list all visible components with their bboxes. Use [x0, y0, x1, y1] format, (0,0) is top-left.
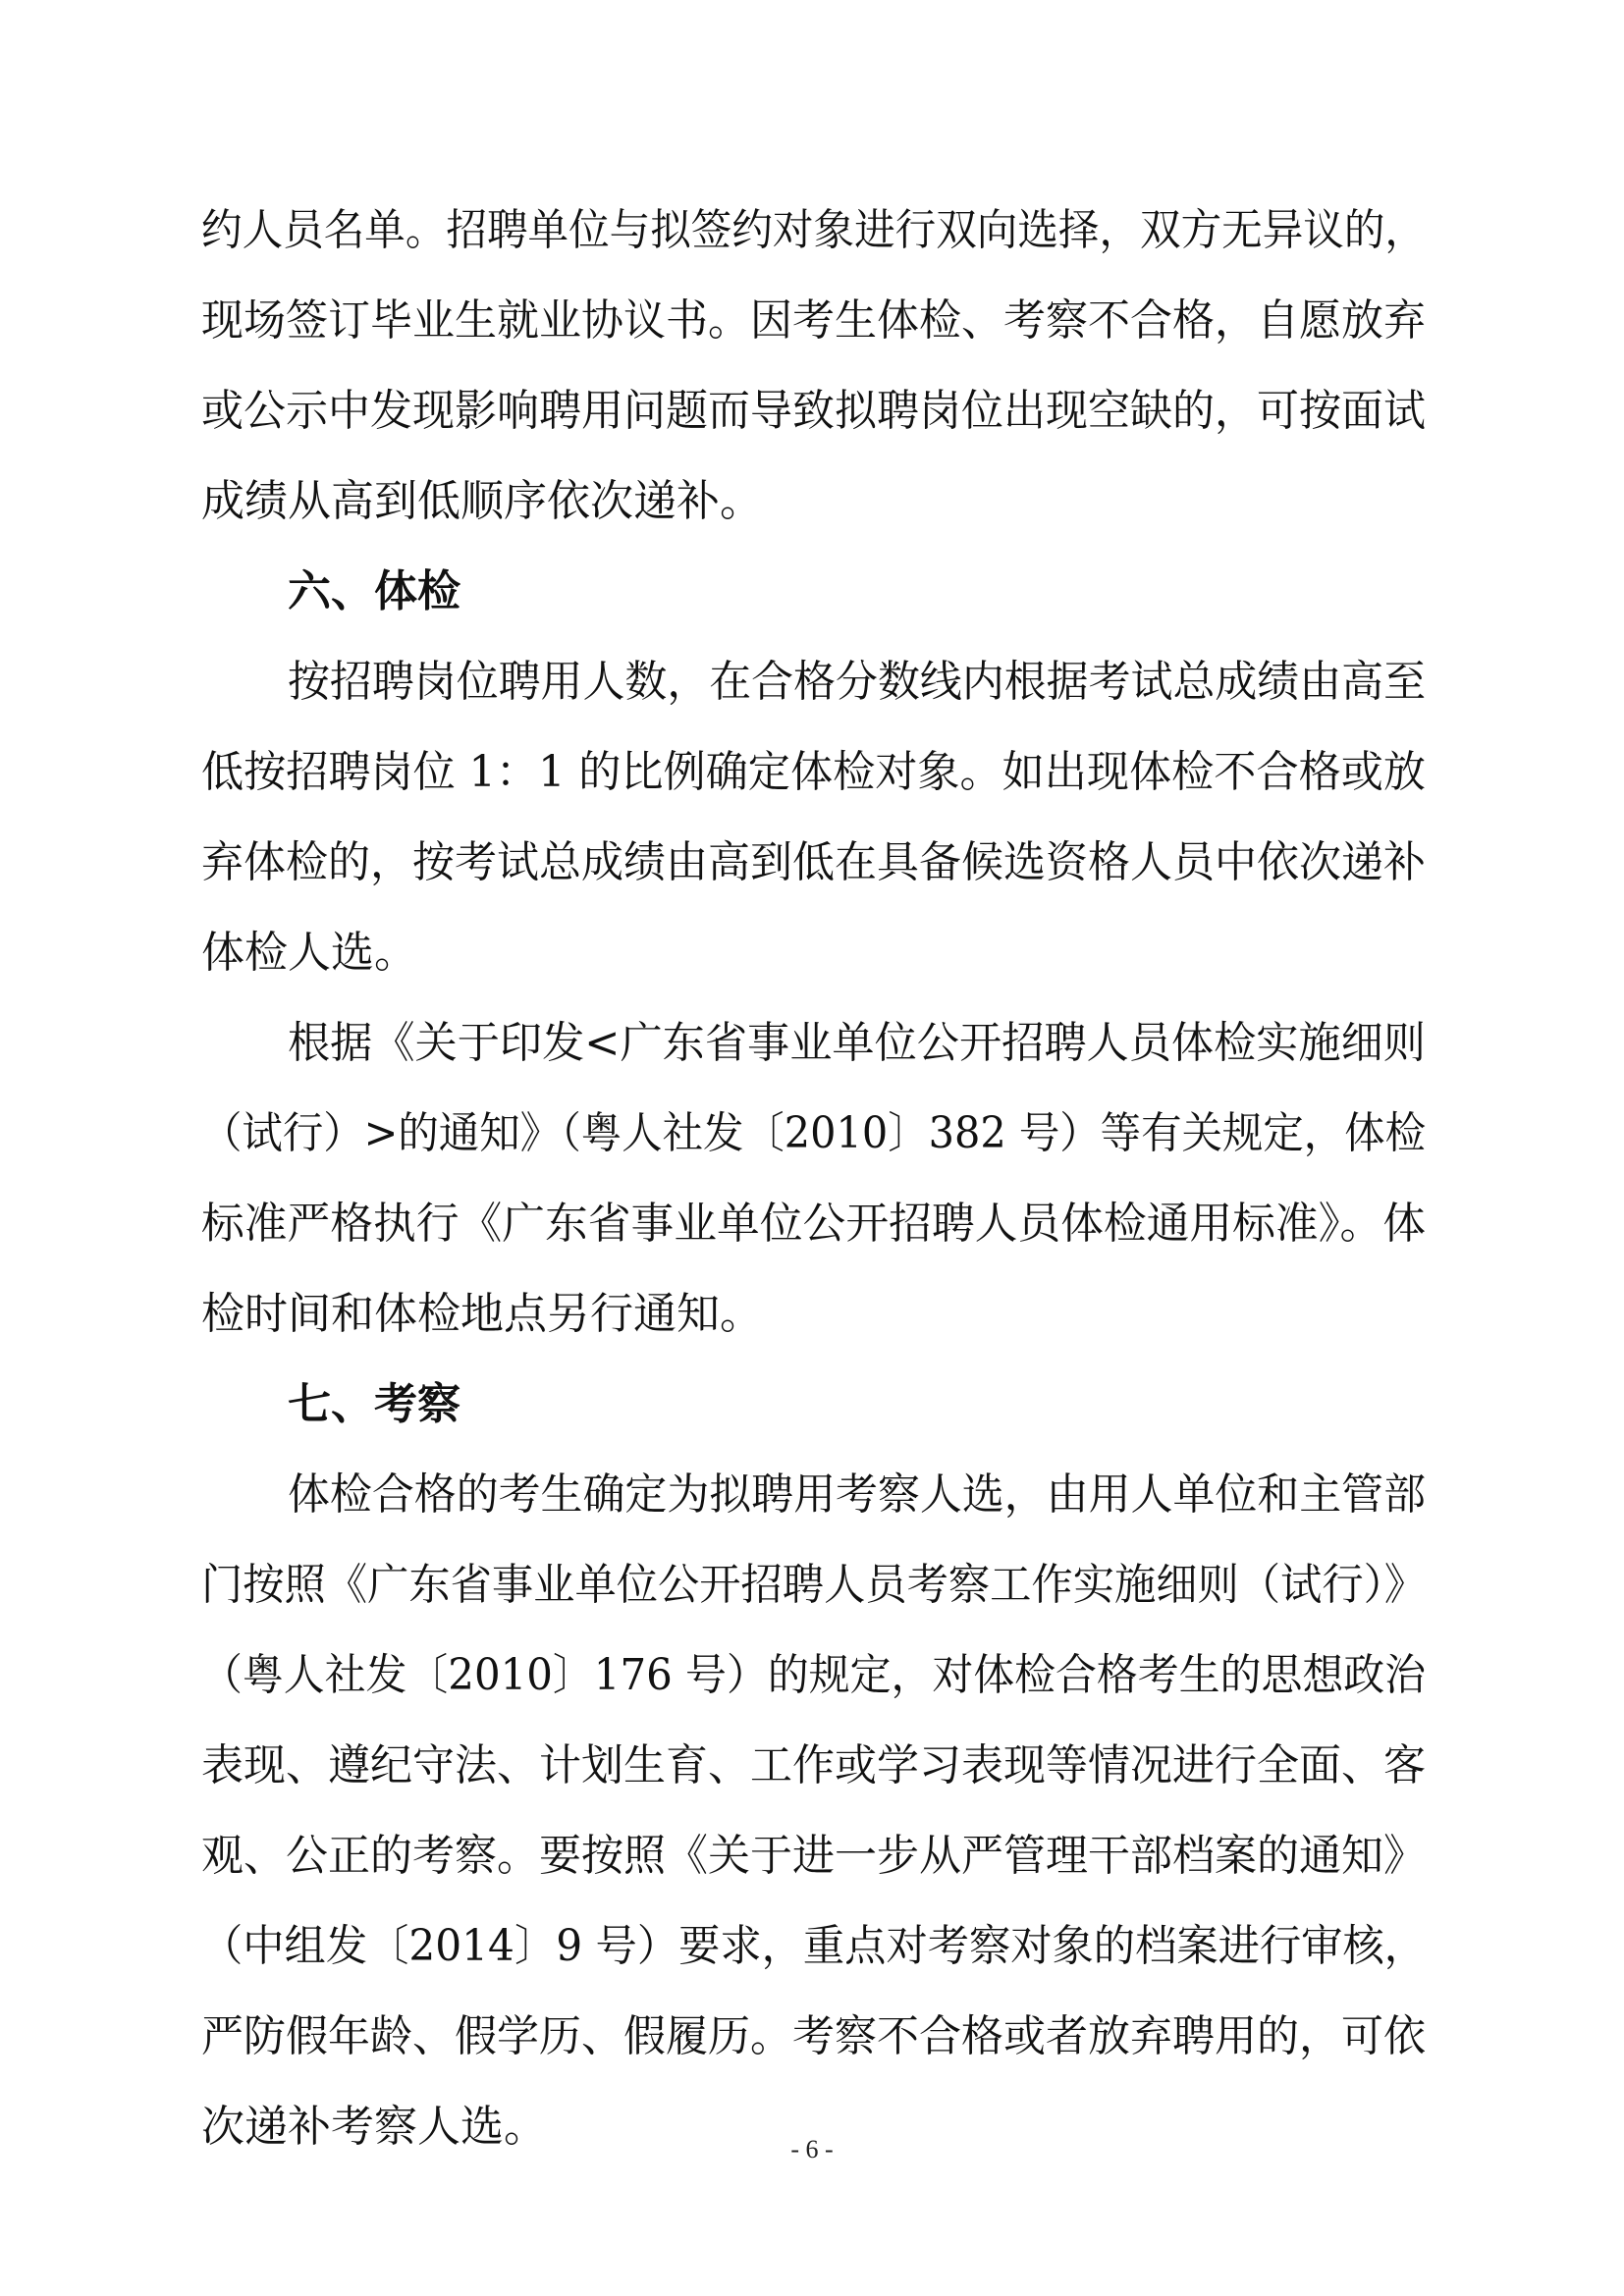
paragraph-text: 检时间和体检地点另行通知。	[201, 1289, 763, 1339]
text-line	[0, 1822, 1624, 1891]
text-line	[0, 648, 1624, 717]
paragraph-text: 低按招聘岗位 1：1 的比例确定体检对象。如出现体检不合格或放	[201, 747, 1426, 797]
paragraph-text: 体检人选。	[201, 928, 417, 978]
text-line	[0, 377, 1624, 446]
paragraph-text: （试行）>的通知》（粤人社发〔2010〕382 号）等有关规定，体检	[201, 1108, 1426, 1158]
paragraph-text: 次递补考察人选。	[201, 2102, 547, 2152]
text-line	[0, 1551, 1624, 1620]
text-line	[0, 1641, 1624, 1710]
section-heading	[0, 558, 1624, 626]
paragraph-text: 门按照《广东省事业单位公开招聘人员考察工作实施细则（试行）》	[201, 1560, 1426, 1610]
text-line	[0, 1099, 1624, 1168]
text-line	[0, 1280, 1624, 1349]
paragraph-text: （粤人社发〔2010〕176 号）的规定，对体检合格考生的思想政治	[201, 1650, 1426, 1700]
section-heading	[0, 1370, 1624, 1439]
paragraph-text: 现场签订毕业生就业协议书。因考生体检、考察不合格，自愿放弃	[201, 295, 1426, 346]
text-line	[0, 1009, 1624, 1078]
paragraph-text: 表现、遵纪守法、计划生育、工作或学习表现等情况进行全面、客	[201, 1740, 1426, 1790]
paragraph-text: 体检合格的考生确定为拟聘用考察人选，由用人单位和主管部	[288, 1469, 1426, 1520]
text-line	[0, 828, 1624, 897]
text-line	[0, 919, 1624, 988]
paragraph-text: 弃体检的，按考试总成绩由高到低在具备候选资格人员中依次递补	[201, 837, 1426, 887]
paragraph-text: 或公示中发现影响聘用问题而导致拟聘岗位出现空缺的，可按面试	[201, 386, 1426, 436]
paragraph-text: 成绩从高到低顺序依次递补。	[201, 476, 763, 526]
paragraph-text: 约人员名单。招聘单位与拟签约对象进行双向选择，双方无异议的，	[201, 205, 1426, 255]
text-line	[0, 196, 1624, 265]
text-line	[0, 467, 1624, 536]
text-line	[0, 1461, 1624, 1529]
paragraph-text: 严防假年龄、假学历、假履历。考察不合格或者放弃聘用的，可依	[201, 2011, 1426, 2061]
page-number: - 6 -	[790, 2135, 834, 2163]
text-line	[0, 1912, 1624, 1981]
section-heading-text: 七、考察	[288, 1379, 460, 1429]
text-line	[0, 1190, 1624, 1258]
paragraph-text: 观、公正的考察。要按照《关于进一步从严管理干部档案的通知》	[201, 1831, 1426, 1881]
text-line	[0, 287, 1624, 355]
paragraph-text: 按招聘岗位聘用人数，在合格分数线内根据考试总成绩由高至	[288, 657, 1426, 707]
paragraph-text: （中组发〔2014〕9 号）要求，重点对考察对象的档案进行审核，	[201, 1921, 1426, 1971]
paragraph-text: 根据《关于印发<广东省事业单位公开招聘人员体检实施细则	[288, 1018, 1426, 1068]
text-line	[0, 1732, 1624, 1800]
text-line	[0, 738, 1624, 807]
section-heading-text: 六、体检	[288, 566, 460, 616]
paragraph-text: 标准严格执行《广东省事业单位公开招聘人员体检通用标准》。体	[201, 1199, 1426, 1249]
text-line	[0, 2002, 1624, 2071]
